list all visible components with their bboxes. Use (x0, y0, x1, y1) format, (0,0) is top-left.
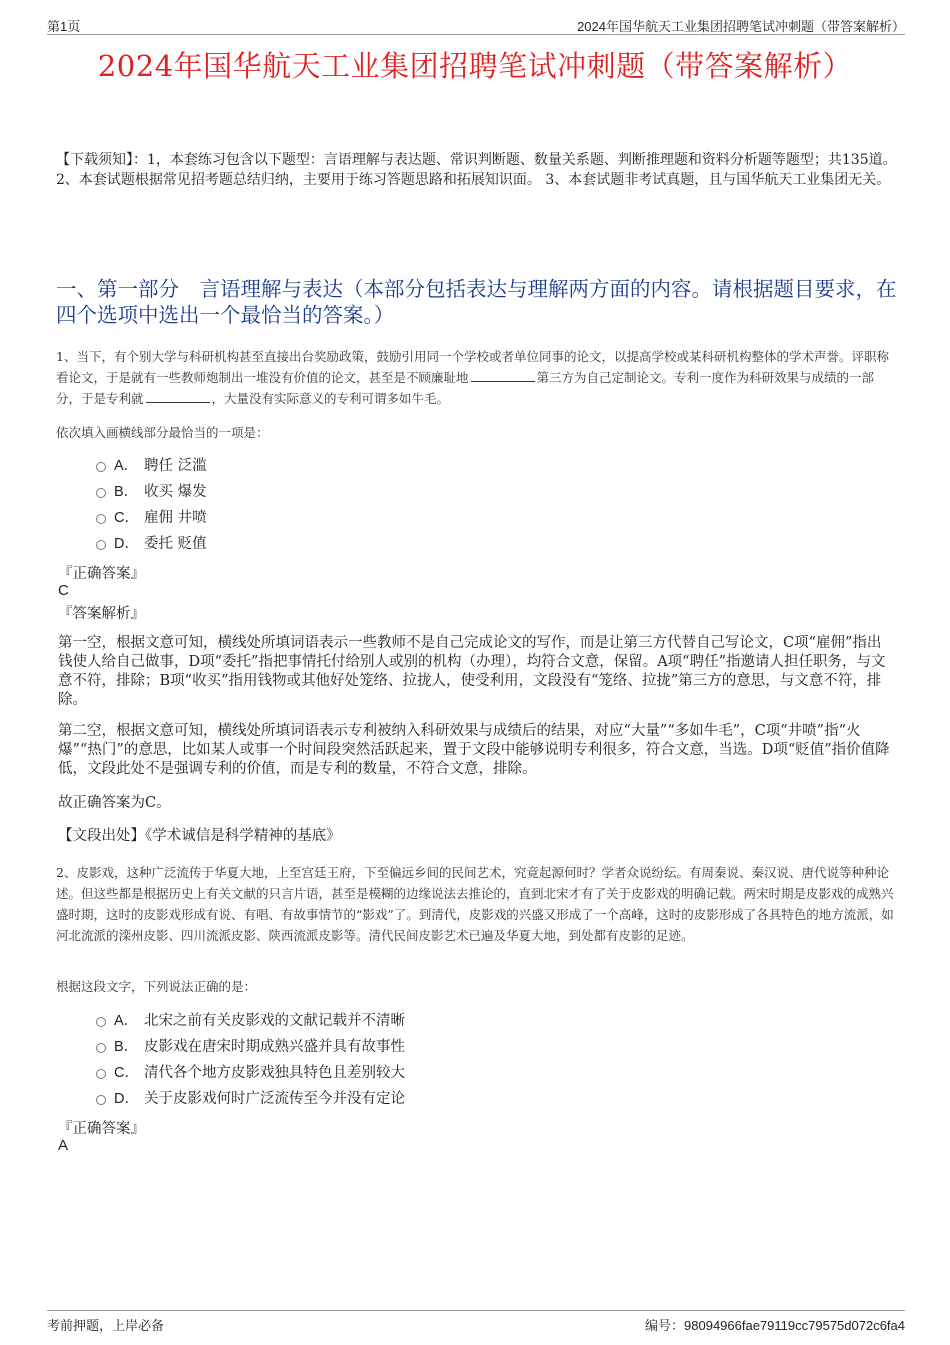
header-doc-name: 2024年国华航天工业集团招聘笔试冲刺题（带答案解析） (577, 19, 905, 34)
analysis-label: 『答案解析』 (58, 606, 145, 622)
question-2-options (96, 1008, 596, 1112)
document-title: 2024年国华航天工业集团招聘笔试冲刺题（带答案解析） (97, 49, 853, 83)
section-heading: 一、第一部分 言语理解与表达（本部分包括表达与理解两方面的内容。请根据题目要求，在四个选项中选出一个最恰当的答案。） (56, 277, 897, 327)
source-citation: 【文段出处】《学术诚信是科学精神的基底》 (58, 828, 341, 844)
option-c[interactable]: C． 雇佣 井喷 (96, 505, 596, 531)
radio-button[interactable] (96, 1043, 106, 1053)
footer-slogan: 考前押题，上岸必备 (47, 1319, 165, 1334)
fill-blank-2 (146, 388, 210, 403)
answer-value: A (58, 1137, 69, 1154)
fill-blank-1 (471, 367, 535, 382)
answer-label: 『正确答案』 (58, 1121, 145, 1137)
option-c[interactable]: C． 清代各个地方皮影戏独具特色且差别较大 (96, 1060, 596, 1086)
option-d[interactable]: D． 委托 贬值 (96, 531, 596, 557)
radio-button[interactable] (96, 462, 106, 472)
option-b[interactable]: B． 收买 爆发 (96, 479, 596, 505)
analysis-conclusion: 故正确答案为C。 (58, 795, 171, 811)
question-2-text: 2、皮影戏，这种广泛流传于华夏大地，上至宫廷王府，下至偏远乡间的民间艺术，究竟起源何时？学者众说纷纭。有周秦说、秦汉说、唐代说等种种论述。但这些都是根据历史上有关文献的只言片语，甚至是模糊的边缘说法去推论的，直到北宋才有了关于皮影戏的明确记载。两宋时期是皮影戏的成熟兴盛时期，这时的皮影戏形成有说、有唱、有故事情节的“影戏”了。到清代，皮影戏的兴盛又形成了一个高峰，这时的皮影形成了各具特色的地方流派，如河北流派的滦州皮影、四川流派皮影、陕西流派皮影等。清代民间皮影艺术已遍及华夏大地，到处都有皮影的足迹。 (56, 865, 894, 943)
option-d[interactable]: D． 关于皮影戏何时广泛流传至今并没有定论 (96, 1086, 596, 1112)
question-1-text-part3: ，大量没有实际意义的专利可谓多如牛毛。 (211, 391, 450, 406)
answer-label: 『正确答案』 (58, 566, 145, 582)
footer-code-label: 编号： (645, 1319, 685, 1334)
radio-button[interactable] (96, 1095, 106, 1105)
analysis-paragraph-1: 第一空，根据文意可知，横线处所填词语表示一些教师不是自己完成论文的写作，而是让第三方代替自己写论文，C项“雇佣”指出钱使人给自己做事，D项“委托”指把事情托付给别人或别的机构（办理），均符合文意，保留。A项“聘任”指邀请人担任职务，与文意不符，排除；B项“收买”指用钱物或其他好处笼络、拉拢人，使受利用，文段没有“笼络、拉拢”第三方的意思，与文意不符，排除。 (58, 635, 886, 708)
question-1-text-part2: 第三方为自己定制论文。专利一度作为科研效果与成绩的一部分，于是专利就 (56, 370, 875, 406)
download-notice: 【下载须知】：1，本套练习包含以下题型：言语理解与表达题、常识判断题、数量关系题、判断推理题和资料分析题等题型；共135道。 2、本套试题根据常见招考题总结归纳，主要用于练习答题思路和拓展知识面。 3、本套试题非考试真题，且与国华航天工业集团无关。 (56, 152, 897, 188)
answer-value: C (58, 582, 69, 599)
radio-button[interactable] (96, 488, 106, 498)
page-header (47, 14, 905, 35)
option-a[interactable]: A． 北宋之前有关皮影戏的文献记载并不清晰 (96, 1008, 596, 1034)
footer-code-value: 98094966fae79119cc79575d072c6fa4 (684, 1318, 905, 1333)
question-2-prompt: 根据这段文字，下列说法正确的是： (56, 979, 257, 994)
radio-button[interactable] (96, 540, 106, 550)
question-1-options (96, 453, 596, 557)
radio-button[interactable] (96, 1069, 106, 1079)
question-1-prompt: 依次填入画横线部分最恰当的一项是： (56, 425, 269, 440)
page-number: 第1页 (47, 19, 81, 34)
option-b[interactable]: B． 皮影戏在唐宋时期成熟兴盛并具有故事性 (96, 1034, 596, 1060)
question-1-text-part1: 1、当下，有个别大学与科研机构甚至直接出台奖励政策，鼓励引用同一个学校或者单位同事的论文，以提高学校或某科研机构整体的学术声誉。评职称看论文，于是就有一些教师炮制出一堆没有价值的论文，甚至是不顾廉耻地 (56, 349, 889, 385)
page-footer (47, 1310, 905, 1334)
footer-code (645, 1315, 905, 1334)
analysis-paragraph-2: 第二空，根据文意可知，横线处所填词语表示专利被纳入科研效果与成绩后的结果，对应“大量”“多如牛毛”，C项“井喷”指“火爆”“热门”的意思，比如某人或事一个时间段突然活跃起来，置于文段中能够说明专利很多，符合文意，当选。D项“贬值”指价值降低，文段此处不是强调专利的价值，而是专利的数量，不符合文意，排除。 (58, 723, 890, 777)
question-1-text (56, 346, 898, 409)
option-a[interactable]: A． 聘任 泛滥 (96, 453, 596, 479)
radio-button[interactable] (96, 1017, 106, 1027)
radio-button[interactable] (96, 514, 106, 524)
